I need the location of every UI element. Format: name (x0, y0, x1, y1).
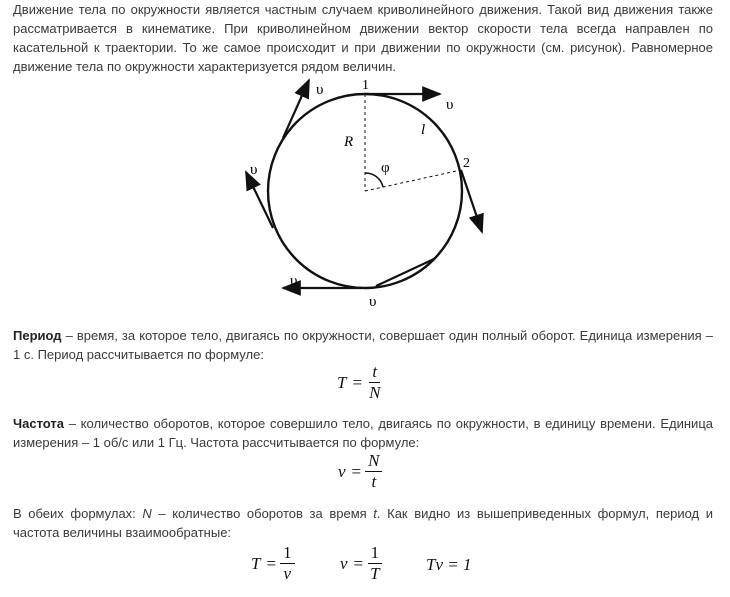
denominator: ν (283, 564, 292, 583)
formula-lhs: ν (338, 461, 346, 481)
formula-lhs: T (251, 553, 261, 573)
var-n: N (142, 506, 152, 521)
denominator: t (371, 472, 377, 491)
fraction (365, 452, 382, 491)
period-text: – время, за которое тело, двигаясь по окружности, совершает один полный оборот. Единица измерения – 1 с. Период рассчитывается по формуле: (13, 328, 713, 362)
period-formula (337, 363, 383, 402)
circular-motion-figure (0, 70, 730, 370)
velocity-label-1: υ (446, 97, 454, 113)
product-formula: Tν = 1 (426, 555, 472, 574)
numerator: t (369, 363, 380, 383)
velocity-label-left: υ (250, 162, 258, 178)
frequency-text: – количество оборотов, которое совершило тело, двигаясь по окружности, в единицу времени. Единица измерения – 1 об/с или 1 Гц. Частота рассчитывается по формуле: (13, 416, 713, 450)
formula-lhs: T (337, 372, 347, 392)
formula-eq: = (266, 553, 277, 573)
radius-label: R (344, 134, 354, 150)
velocity-vector-bottom-right (376, 259, 434, 286)
formula-eq: = (351, 461, 362, 481)
fraction (366, 363, 383, 402)
formula-eq: = (352, 372, 363, 392)
point-1-label: 1 (362, 78, 369, 93)
denominator: N (369, 383, 381, 402)
frequency-formula (338, 452, 382, 491)
velocity-vector-top-left (283, 80, 309, 138)
frequency-paragraph (13, 414, 713, 452)
both-text-2: – количество оборотов за время (151, 506, 374, 521)
numerator: 1 (368, 544, 383, 564)
inverse-formula-1 (251, 544, 295, 583)
formula-eq: = (353, 553, 364, 573)
velocity-label-top-left: υ (316, 82, 324, 98)
arc-label: l (421, 122, 426, 138)
var-t: t (373, 506, 377, 521)
inverse-formula-2 (340, 544, 383, 583)
intro-paragraph: Движение тела по окружности является частным случаем криволинейного движения. Такой вид движения также рассматривается в кинематике. При криволинейном движении вектор скорости тела всегда направлен по касательной к траектории. То же самое происходит и при движении по окружности (см. рисунок). Равномерное движение тела по окружности характеризуется рядом величин. (13, 2, 713, 74)
period-term: Период (13, 328, 62, 343)
both-text-1: В обеих формулах: (13, 506, 143, 521)
velocity-label-bottom-right: υ (369, 294, 377, 310)
inverse-formula-3 (426, 555, 471, 575)
period-paragraph (13, 326, 713, 364)
formula-lhs: ν (340, 553, 348, 573)
velocity-label-bottom: υ (290, 273, 298, 289)
fraction (367, 544, 382, 583)
angle-label: φ (381, 160, 390, 176)
numerator: N (365, 452, 382, 472)
velocity-label-2: υ (472, 212, 480, 228)
fraction (280, 544, 295, 583)
denominator: T (370, 564, 380, 583)
numerator: 1 (280, 544, 295, 564)
frequency-term: Частота (13, 416, 65, 431)
point-2-label: 2 (463, 156, 470, 171)
both-text-3: . Как видно из вышеприведенных формул, период и частота величины взаимообратные: (13, 506, 713, 540)
both-formulas-paragraph (13, 504, 713, 542)
